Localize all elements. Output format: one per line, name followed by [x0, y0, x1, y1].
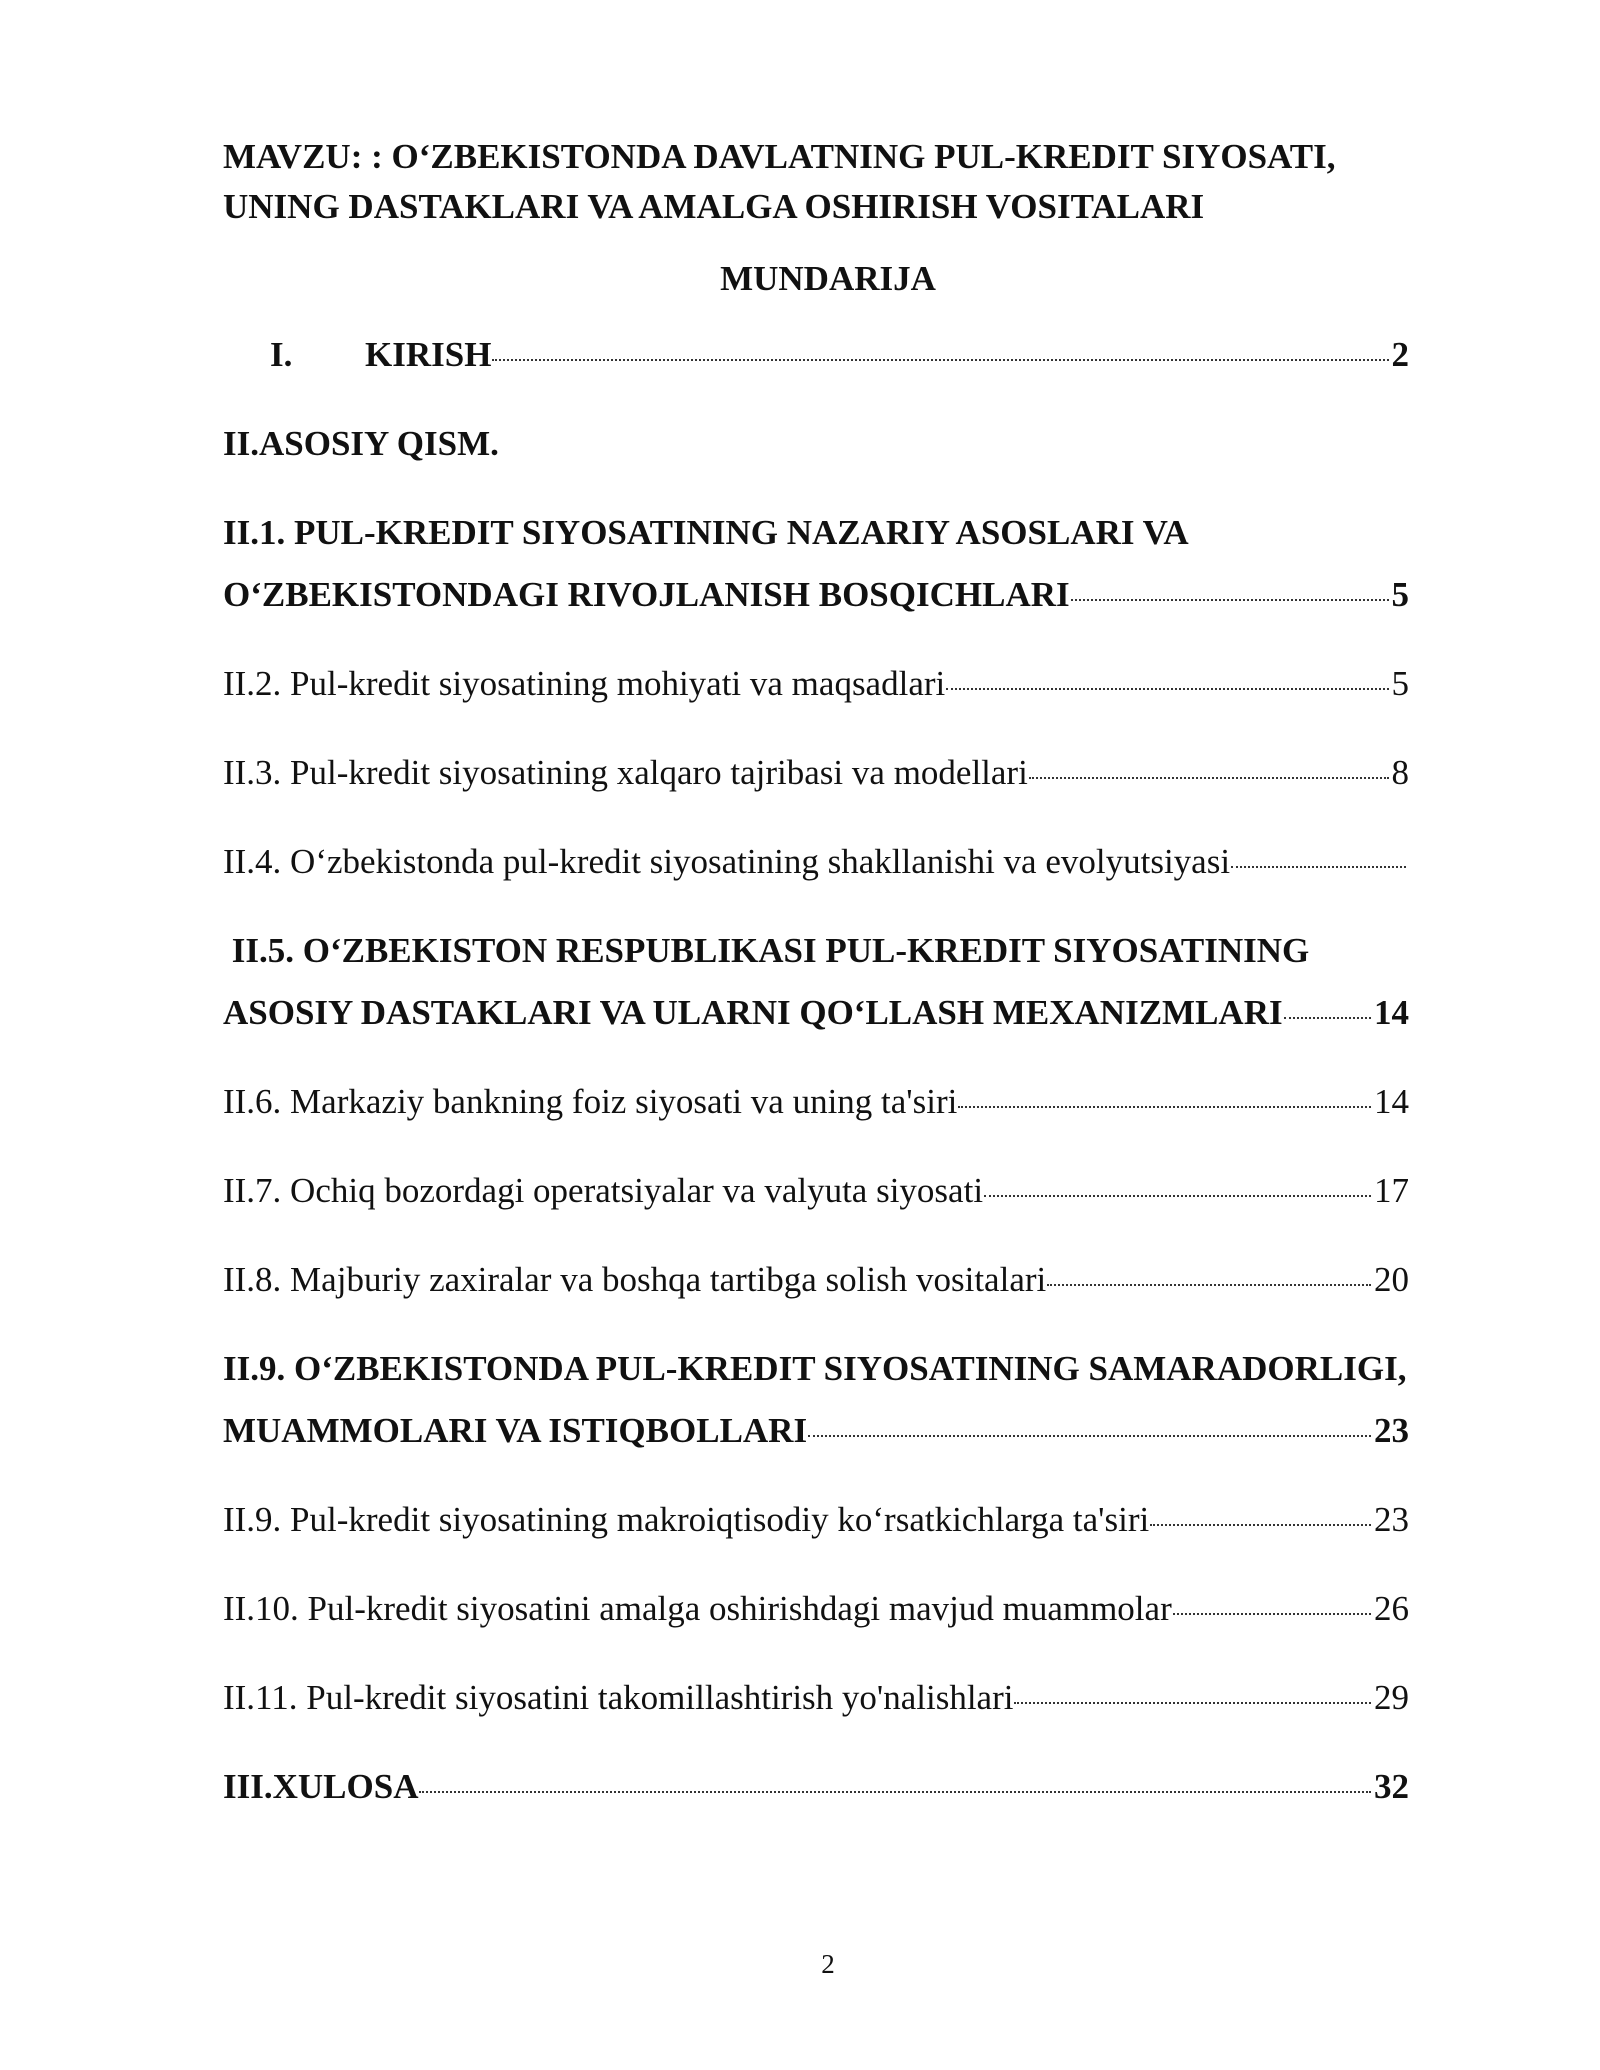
- toc-entry-xulosa[interactable]: [223, 1765, 1409, 1809]
- toc-entry-label: II.9. Pul-kredit siyosatining makroiqtisodiy ko‘rsatkichlarga ta'siri: [223, 1500, 1150, 1539]
- toc-entry-label: II.7. Ochiq bozordagi operatsiyalar va valyuta siyosati: [223, 1171, 984, 1210]
- toc-entry-page: 23: [1374, 1500, 1409, 1539]
- toc-entry-2-6[interactable]: [223, 1080, 1409, 1124]
- toc-heading-text: MUNDARIJA: [720, 259, 936, 298]
- toc-entry-page: 32: [1374, 1767, 1409, 1806]
- toc-entry-text: KIRISH: [365, 335, 492, 374]
- toc-entry-page: 29: [1374, 1678, 1409, 1717]
- toc-entry-label: II.1. PUL-KREDIT SIYOSATINING NAZARIY ASOSLARI VA: [223, 513, 1189, 552]
- toc-entry-2-9-line-1[interactable]: [223, 1347, 1409, 1391]
- dot-leader: [1231, 866, 1406, 868]
- toc-entry-2-2[interactable]: [223, 662, 1409, 706]
- toc-entry-page: 14: [1374, 993, 1409, 1032]
- toc-entry-page: 17: [1374, 1171, 1409, 1210]
- toc-entry-page: 8: [1391, 753, 1409, 792]
- title-line-2: UNING DASTAKLARI VA AMALGA OSHIRISH VOSITALARI: [223, 187, 1205, 226]
- dot-leader: [1284, 1017, 1371, 1019]
- dot-leader: [419, 1791, 1371, 1793]
- dot-leader: [808, 1435, 1371, 1437]
- dot-leader: [1071, 599, 1389, 601]
- toc-entry-label: II.3. Pul-kredit siyosatining xalqaro tajribasi va modellari: [223, 753, 1028, 792]
- toc-entry-label: [223, 333, 491, 377]
- toc-entry-roman: I.: [270, 335, 293, 374]
- toc-entry-2-5-line-2[interactable]: [223, 991, 1409, 1035]
- dot-leader: [1029, 777, 1389, 779]
- toc-entry-page: 23: [1374, 1411, 1409, 1450]
- toc-entry-2-10[interactable]: [223, 1587, 1409, 1631]
- toc-entry-page: 2: [1391, 335, 1409, 374]
- toc-heading: [0, 257, 1600, 301]
- toc-entry-2-9-sub[interactable]: [223, 1498, 1409, 1542]
- toc-entry-page: 5: [1391, 664, 1409, 703]
- toc-entry-label: II.8. Majburiy zaxiralar va boshqa tartibga solish vositalari: [223, 1260, 1047, 1299]
- dot-leader: [958, 1106, 1371, 1108]
- toc-entry-page: 26: [1374, 1589, 1409, 1628]
- document-title: [223, 132, 1483, 232]
- title-line-1: MAVZU: : O‘ZBEKISTONDA DAVLATNING PUL-KREDIT SIYOSATI,: [223, 137, 1336, 176]
- toc-entry-label: II.6. Markaziy bankning foiz siyosati va uning ta'siri: [223, 1082, 958, 1121]
- dot-leader: [984, 1195, 1371, 1197]
- dot-leader: [1014, 1702, 1371, 1704]
- toc-entry-2-9-line-2[interactable]: [223, 1409, 1409, 1453]
- toc-entry-page: 5: [1391, 575, 1409, 614]
- toc-entry-2-5-line-1[interactable]: [223, 929, 1409, 973]
- toc-entry-label: ASOSIY DASTAKLARI VA ULARNI QO‘LLASH MEXANIZMLARI: [223, 993, 1283, 1032]
- toc-entry-page: 14: [1374, 1082, 1409, 1121]
- dot-leader: [1150, 1524, 1371, 1526]
- toc-entry-2-7[interactable]: [223, 1169, 1409, 1213]
- page-number: [0, 1947, 1600, 1981]
- dot-leader: [492, 359, 1388, 361]
- toc-entry-label: II.5. O‘ZBEKISTON RESPUBLIKASI PUL-KREDIT SIYOSATINING: [223, 931, 1310, 970]
- toc-entry-label: II.4. O‘zbekistonda pul-kredit siyosatining shakllanishi va evolyutsiyasi: [223, 842, 1231, 881]
- toc-entry-label: MUAMMOLARI VA ISTIQBOLLARI: [223, 1411, 808, 1450]
- toc-entry-label: II.2. Pul-kredit siyosatining mohiyati va maqsadlari: [223, 664, 946, 703]
- toc-entry-label: II.9. O‘ZBEKISTONDA PUL-KREDIT SIYOSATINING SAMARADORLIGI,: [223, 1349, 1407, 1388]
- toc-entry-2-4[interactable]: [223, 840, 1409, 884]
- toc-entry-2-3[interactable]: [223, 751, 1409, 795]
- toc-entry-2-1-line-2[interactable]: [223, 573, 1409, 617]
- toc-entry-label: III.XULOSA: [223, 1767, 419, 1806]
- toc-entry-2-8[interactable]: [223, 1258, 1409, 1302]
- toc-entry-label: II.10. Pul-kredit siyosatini amalga oshirishdagi mavjud muammolar: [223, 1589, 1172, 1628]
- dot-leader: [1173, 1613, 1371, 1615]
- page-number-text: 2: [821, 1949, 835, 1979]
- dot-leader: [1047, 1284, 1371, 1286]
- toc-entry-2-1-line-1[interactable]: [223, 511, 1409, 555]
- dot-leader: [946, 688, 1388, 690]
- toc-entry-label: O‘ZBEKISTONDAGI RIVOJLANISH BOSQICHLARI: [223, 575, 1070, 614]
- toc-entry-label: II.11. Pul-kredit siyosatini takomillashtirish yo'nalishlari: [223, 1678, 1014, 1717]
- toc-entry-asosiy-qism[interactable]: [223, 422, 1409, 466]
- toc-entry-2-11[interactable]: [223, 1676, 1409, 1720]
- toc-entry-label: II.ASOSIY QISM.: [223, 424, 499, 463]
- toc-entry-page: 20: [1374, 1260, 1409, 1299]
- toc-entry-kirish[interactable]: [223, 333, 1409, 377]
